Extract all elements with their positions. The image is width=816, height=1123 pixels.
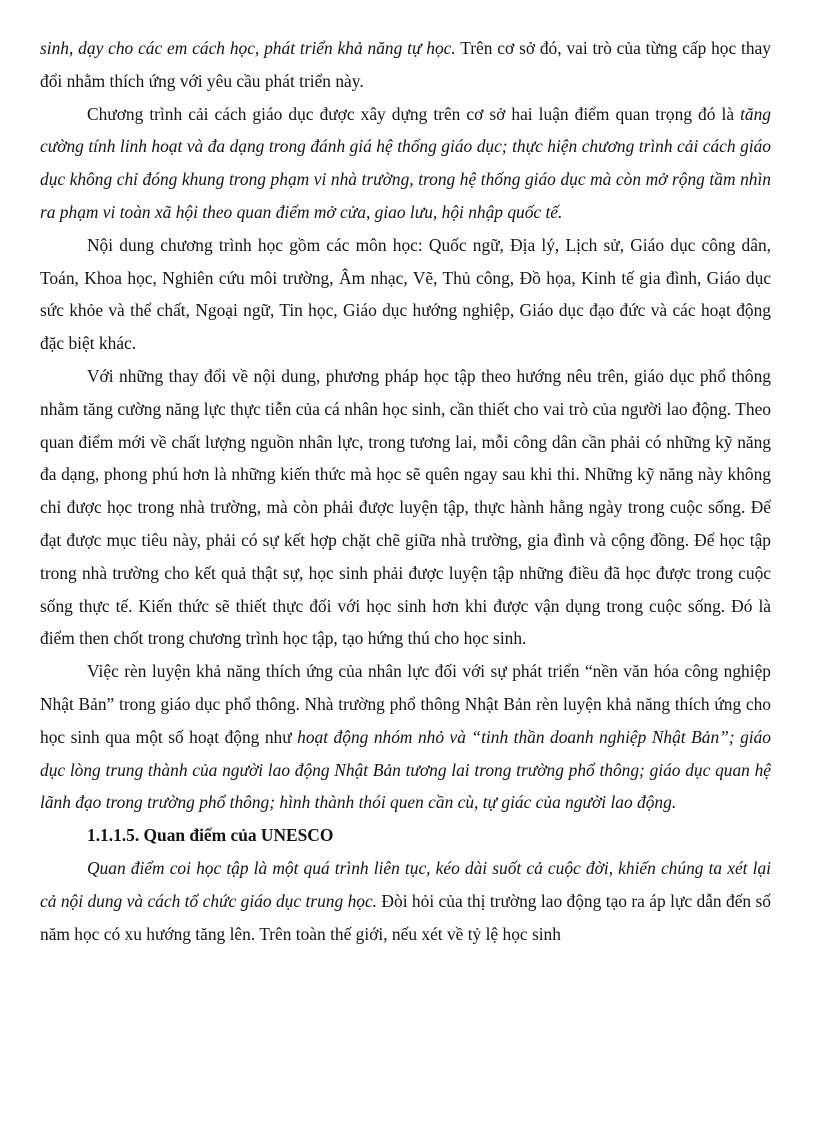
text-run: Đòi hỏi của thị trường lao động tạo ra áp lực dẫn đến số năm học có xu hướng tăng lên. Trên toàn thế giới, nếu xét về tỷ lệ học sinh — [40, 890, 771, 944]
text-run: hoạt động nhóm nhỏ và “tinh thần doanh nghiệp Nhật Bản”; giáo dục lòng trung thành của người lao động Nhật Bản tương lai trong trường phổ thông; giáo dục quan hệ lãnh đạo trong trường phổ thông; hình thành thói quen cần cù, tự giác của người lao động. — [40, 726, 772, 813]
text-run: Việc rèn luyện khả năng thích ứng của nhân lực đối với sự phát triển “nền văn hóa công nghiệp Nhật Bản” trong giáo dục phổ thông. Nhà trường phổ thông Nhật Bản rèn luyện khả năng thích ứng cho học sinh qua một số hoạt động như — [40, 661, 771, 747]
text-run: tăng cường tính linh hoạt và đa dạng trong đánh giá hệ thống giáo dục; thực hiện chương trình cải cách giáo dục không chỉ đóng khung trong phạm vi nhà trường, trong hệ thống giáo dục mà còn mở rộng tầm nhìn ra phạm vi toàn xã hội theo quan điểm mở cửa, giao lưu, hội nhập quốc tế. — [40, 103, 771, 222]
text-run: Chương trình cải cách giáo dục được xây dựng trên cơ sở hai luận điểm quan trọng đó là — [87, 103, 741, 124]
paragraph-2 — [40, 229, 771, 360]
paragraph-0 — [40, 32, 771, 98]
paragraph-5 — [40, 852, 771, 950]
paragraph-4 — [40, 655, 771, 819]
text-run: Nội dung chương trình học gồm các môn học: Quốc ngữ, Địa lý, Lịch sử, Giáo dục công dân, Toán, Khoa học, Nghiên cứu môi trường, Âm nhạc, Vẽ, Thủ công, Đồ họa, Kinh tế gia đình, Giáo dục sức khỏe và thể chất, Ngoại ngữ, Tin học, Giáo dục hướng nghiệp, Giáo dục đạo đức và các hoạt động đặc biệt khác. — [40, 234, 771, 354]
text-run: Trên cơ sở đó, vai trò của từng cấp học thay đổi nhằm thích ứng với yêu cầu phát triển này. — [40, 38, 771, 91]
text-run: Quan điểm coi học tập là một quá trình liên tục, kéo dài suốt cả cuộc đời, khiến chúng ta xét lại cả nội dung và cách tổ chức giáo dục trung học. — [40, 857, 771, 911]
section-heading: 1.1.1.5. Quan điểm của UNESCO — [87, 825, 334, 846]
text-run: sinh, dạy cho các em cách học, phát triển khả năng tự học. — [40, 38, 456, 58]
paragraph-3 — [40, 360, 771, 655]
text-run: Với những thay đổi về nội dung, phương pháp học tập theo hướng nêu trên, giáo dục phổ thông nhằm tăng cường năng lực thực tiễn của cá nhân học sinh, cần thiết cho vai trò của người lao động. Theo quan điểm mới về chất lượng nguồn nhân lực, trong tương lai, mỗi công dân cần phải có những kỹ năng đa dạng, phong phú hơn là những kiến thức mà học sẽ quên ngay sau khi thi. Những kỹ năng này không chỉ được học trong nhà trường, mà còn phải được luyện tập, thực hành hằng ngày trong cuộc sống. Để đạt được mục tiêu này, phải có sự kết hợp chặt chẽ giữa nhà trường, gia đình và cộng đồng. Để học tập trong nhà trường cho kết quả thật sự, học sinh phải được luyện tập những điều đã học được trong cuộc sống thực tế. Kiến thức sẽ thiết thực đối với học sinh hơn khi được vận dụng trong cuộc sống. Đó là điểm then chốt trong chương trình học tập, tạo hứng thú cho học sinh. — [40, 365, 771, 649]
paragraph-1 — [40, 98, 771, 229]
